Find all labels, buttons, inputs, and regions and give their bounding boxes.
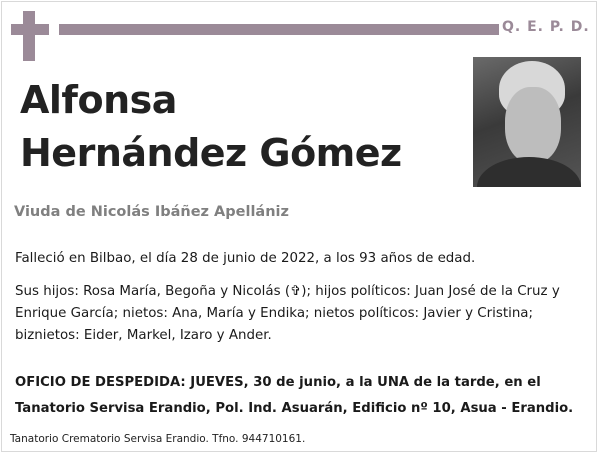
name-line-surnames: Hernández Gómez: [20, 131, 402, 175]
service-details: OFICIO DE DESPEDIDA: JUEVES, 30 de junio, a la UNA de la tarde, en el Tanatorio Servisa Erandio, Pol. Ind. Asuarán, Edificio nº 10, Asua - Erandio.: [15, 375, 574, 416]
cross-icon: [23, 11, 35, 61]
qepd-label: Q. E. P. D.: [502, 19, 590, 35]
deceased-name: [20, 74, 460, 180]
name-line-first: Alfonsa: [20, 78, 177, 122]
funeral-home-footer: Tanatorio Crematorio Servisa Erandio. Tfno. 944710161.: [10, 433, 306, 445]
family-list: Sus hijos: Rosa María, Begoña y Nicolás (✞); hijos políticos: Juan José de la Cruz y Enrique García; nietos: Ana, María y Endika; nietos políticos: Javier y Cristina; biznietos: Eider, Markel, Izaro y Ander.: [15, 284, 560, 343]
death-statement: Falleció en Bilbao, el día 28 de junio de 2022, a los 93 años de edad.: [15, 251, 476, 266]
photo-face: [505, 87, 561, 163]
header-divider: [59, 24, 499, 35]
deceased-photo: [473, 57, 581, 187]
photo-shoulder: [477, 157, 581, 187]
cross-icon-bar: [11, 24, 49, 35]
widow-of: Viuda de Nicolás Ibáñez Apellániz: [14, 204, 289, 220]
